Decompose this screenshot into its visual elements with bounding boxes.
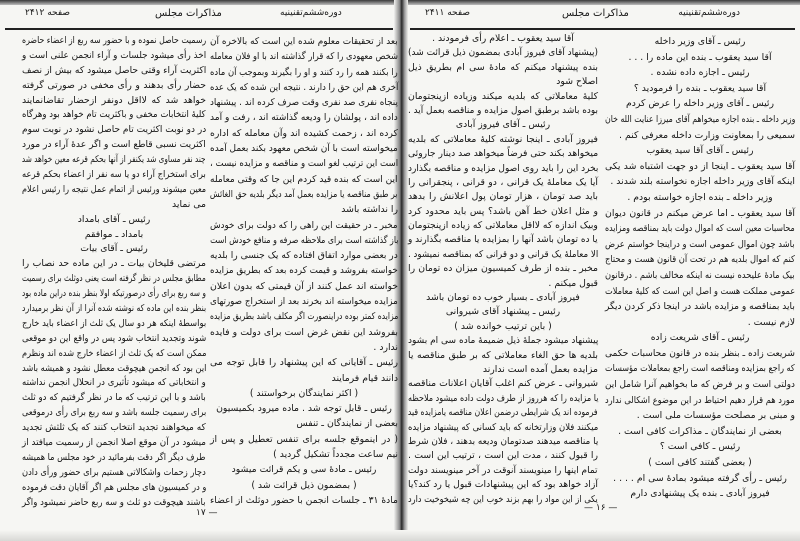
text-line bbox=[408, 233, 598, 247]
text-line-content: پنجاه نفری صد نفری وقت صرف کرده اند . پیشنهاد bbox=[210, 97, 398, 109]
text-line bbox=[210, 80, 398, 95]
text-line bbox=[605, 315, 795, 331]
text-line-content: این است که بنده قید کردم این جا که وقتی معامله bbox=[210, 173, 398, 185]
text-line bbox=[408, 291, 598, 305]
text-line bbox=[605, 190, 795, 206]
text-line-content: ممکن است که یک ثلث از اعضاء خارج شده اند ونظرم bbox=[21, 347, 206, 359]
text-line-content: اکثریت آراء وقتی حاصل میشود که بیش از نصف bbox=[21, 64, 206, 76]
text-line bbox=[605, 65, 795, 81]
text-line bbox=[210, 172, 398, 187]
text-line bbox=[408, 406, 598, 420]
text-line-content: مطابق مجلس در نظر گرفته است یعنی دوثلث برای رسمیت bbox=[22, 273, 206, 285]
text-line-content: نیم ساعت مجدداً تشکیل گردید ) bbox=[273, 449, 398, 461]
text-line bbox=[22, 123, 206, 138]
text-line bbox=[22, 376, 206, 391]
text-line-content: ( در اینموقع جلسه برای تنفس تعطیل و پس از bbox=[210, 433, 398, 445]
text-line bbox=[210, 110, 398, 125]
text-line bbox=[210, 325, 398, 340]
text-line-content: فیروز آبادی ـ بنده یک پیشنهادی دارم bbox=[630, 488, 770, 500]
text-line bbox=[210, 95, 398, 110]
text-line bbox=[210, 202, 398, 217]
text-line bbox=[22, 228, 206, 243]
text-line-content: بعد از تحقیقات معلوم شده این است که بالاخره آن bbox=[210, 36, 398, 47]
left-header-session: دوره‌ششم‌تقنینیه bbox=[280, 8, 342, 18]
text-line-content: (پیشنهاد آقای فیروز آبادی بمضمون ذیل قرائت شد) bbox=[408, 47, 598, 59]
text-line bbox=[408, 320, 598, 334]
text-line-content: بنظر بنده این ماده که نوشته شده آنرا از آن نظر برمیدارد bbox=[21, 303, 206, 315]
text-line-content: رئیس ـ آقای شریعت زاده bbox=[650, 332, 750, 344]
text-line bbox=[408, 61, 598, 75]
text-line-content: باشد چون اموال عمومی است و دراینجا خواستم عرض bbox=[605, 238, 795, 250]
text-line bbox=[605, 455, 795, 471]
text-line-content: که میخواهند تجدید انتخاب کنند که یک ثلثش تجدید bbox=[22, 422, 206, 434]
text-line-content: بعضی از نمایندگان ـ مذاکرات کافی است . bbox=[618, 425, 782, 437]
text-line-content: باشد و با این ترتیب که ما در نظر گرفتیم که دو ثلث bbox=[22, 392, 206, 404]
text-line bbox=[605, 330, 795, 346]
text-line-content: و مبنی بر مصلحت مؤسسات ملی است . bbox=[636, 410, 795, 422]
text-line-content: مخبر ـ در حقیقت این راهی را که دولت برای خودش bbox=[210, 219, 398, 231]
text-line-content: بواسطهٔ اینکه هر دو سال یک ثلث از اعضاء باید خارج bbox=[21, 317, 206, 329]
text-line-content: پیشنهاد میشود جملهٔ ذیل ضمیمهٔ ماده سی ام بشود bbox=[407, 335, 598, 347]
text-line bbox=[605, 206, 795, 222]
text-line-content: بنده پیشنهاد میکنم که مادهٔ سی ام بطریق ذیل bbox=[408, 61, 598, 73]
text-line-content: آزاد خواهد بود که این پیشنهادات قبول یا رد کند؟یا bbox=[408, 479, 598, 491]
text-line bbox=[22, 451, 206, 466]
text-line-content: یا مزایده را که هرروز از طرف دولت داده میشود ملاحظه bbox=[407, 392, 598, 404]
text-line bbox=[408, 248, 598, 262]
text-line-content: آقا سید یعقوب ـ اما عرض میکنم در قانون دیوان bbox=[605, 207, 795, 219]
text-line bbox=[22, 138, 206, 153]
text-line-content: رئیس ـ مادهٔ سی و یکم قرائت میشود bbox=[231, 464, 377, 476]
text-line-content: دچار زحمات واشکالاتی هستیم برای حضور ورأی دادن bbox=[22, 466, 206, 478]
text-line bbox=[22, 436, 206, 451]
text-line bbox=[22, 153, 206, 168]
text-line-content: باید صد تومان ، هزار تومان پول اعلانش را بدهد bbox=[408, 191, 598, 203]
text-line-content: اخذ رأی میشود جلسات و آراء انجمن علنی است و bbox=[21, 49, 206, 61]
text-line bbox=[210, 65, 398, 80]
text-line bbox=[22, 496, 206, 511]
text-line-content: بیک مادهٔ علیحده نیست نه اینکه مخالف باشم . درقانون bbox=[605, 269, 795, 281]
text-line bbox=[22, 272, 206, 287]
text-line bbox=[210, 493, 398, 508]
text-line-content: رئیس ـ آقای بامداد bbox=[77, 213, 151, 225]
text-line bbox=[408, 334, 598, 348]
right-header-session: دوره‌ششم‌تقنینیه bbox=[678, 8, 740, 18]
text-line bbox=[22, 168, 206, 183]
text-line bbox=[210, 141, 398, 156]
text-line-content: رئیس ـ رأی گرفته میشود بمادهٔ سی ام . . . . bbox=[613, 472, 787, 484]
text-line bbox=[408, 478, 598, 492]
left-header-page: صفحه ۲۴۱۲ bbox=[25, 8, 71, 18]
text-line bbox=[408, 449, 598, 463]
text-line bbox=[22, 391, 206, 406]
text-line bbox=[22, 332, 206, 347]
text-line-content: مزایده میخواسته اند بخرند بعد از استخراج صورتهای bbox=[210, 296, 398, 308]
text-line-content: الا معاملهٔ یک قرانی و دو قرانی که بمناقصه نمیشود . bbox=[407, 248, 598, 260]
text-line bbox=[22, 108, 206, 123]
right-page-right-column bbox=[605, 34, 795, 502]
text-line-content: مادهٔ ۳۱ ـ جلسات انجمن با حضور دوثلث از اعضاء bbox=[210, 494, 398, 506]
text-line-content: باید بمناقصه و مزایده باشد در اینجا ذکر کردن دیگر bbox=[605, 301, 795, 313]
text-line-content: مورد هم قرار دهیم احتیاط در این موضوع اشکالی ندارد bbox=[605, 394, 795, 406]
text-line-content: میشود در آن موقع اصلا انجمن از رسمیت میافتد از bbox=[22, 437, 206, 449]
text-line-content: و مثل اعلان خط آهن باشد؟ پس باید محدود کرد bbox=[408, 205, 598, 217]
text-line-content: طرف دیگر اگر دقت بفرمائید در خود مجلس ما همیشه bbox=[22, 451, 206, 463]
text-line-content: را بکنند همه را رد کنند و او را بگیرند وبموجب آن ماده bbox=[210, 66, 398, 78]
text-line bbox=[408, 493, 598, 507]
text-line bbox=[605, 50, 795, 66]
text-line bbox=[22, 257, 206, 272]
text-line bbox=[605, 424, 795, 440]
text-line-content: رئیس ـ قابل توجه شد . ماده میرود بکمیسیون bbox=[216, 403, 392, 415]
text-line-content: رئیس ـ آقای وزیر داخله bbox=[654, 36, 746, 47]
text-line bbox=[605, 471, 795, 487]
text-line bbox=[605, 159, 795, 175]
text-line-content: بر طبق مناقصه یا مزایده بعمل آمد دیگر بلدیه حق الغائش bbox=[210, 188, 398, 200]
text-line-content: و سه ربع برای رأی درصورتیکه اولا بنظر بنده دراین ماده بود bbox=[22, 288, 206, 300]
text-line-content: رئیس ـ کافی است ؟ bbox=[659, 441, 741, 453]
text-line-content: شریعت زاده ـ بنظر بنده در قانون محاسبات حکمی bbox=[605, 347, 795, 359]
text-line bbox=[605, 408, 795, 424]
text-line-content: یکی از این مواد را بهم بزند خوب این چه شیخوخیت دارد bbox=[408, 493, 598, 505]
text-line-content: دولتی است و بر فرض که ما بخواهیم آنرا شامل این bbox=[605, 379, 795, 391]
text-line-content: آیا یک معاملهٔ یک قرانی ، دو قرانی ، پنجقرانی را bbox=[408, 176, 598, 188]
text-line bbox=[408, 421, 598, 435]
text-line bbox=[408, 205, 598, 219]
text-line-content: بلدیه ها حق الغاء معاملاتی که بر طبق مناقصه یا bbox=[408, 349, 598, 361]
text-line bbox=[210, 248, 398, 263]
text-line-content: شخص معهودی را که قرار گذاشته اند با او فلان معامله bbox=[209, 51, 398, 63]
text-line bbox=[408, 305, 598, 319]
right-page-left-column bbox=[408, 32, 598, 507]
text-line bbox=[605, 252, 795, 268]
text-line bbox=[210, 294, 398, 309]
text-line-content: ( بمضمون ذیل قرائت شد ) bbox=[251, 479, 357, 491]
text-line bbox=[210, 355, 398, 370]
text-line bbox=[605, 439, 795, 455]
text-line bbox=[408, 349, 598, 363]
text-line-content: فیروز آبادی ـ اینجا نوشته کلیهٔ معاملاتی که بلدیه bbox=[408, 133, 598, 145]
left-page-left-column bbox=[22, 34, 206, 511]
text-line-content: مزایده کمتر بوده دراینصورت اگر مکلف باشد بطریق مزایده bbox=[209, 311, 398, 323]
text-line-content: فیروز آبادی ـ بسیار خوب ده تومان باشد bbox=[426, 292, 580, 304]
text-line bbox=[22, 481, 206, 496]
right-header-title: مذاکرات مجلس bbox=[562, 8, 629, 19]
text-line bbox=[210, 371, 398, 386]
text-line-content: که راجع بمزایده ومناقصه است راجع بمعاملات مؤسسات bbox=[605, 363, 795, 375]
text-line-content: و در کمیسیون های مجلس هم اگر آقایان دقت فرموده bbox=[21, 481, 206, 493]
text-line bbox=[22, 347, 206, 362]
text-line bbox=[605, 377, 795, 393]
text-line bbox=[210, 233, 398, 248]
text-line-content: آخری هم این حق را دارند . نتیجه این شده که یک عده bbox=[209, 81, 398, 93]
text-line bbox=[22, 64, 206, 79]
text-line-content: کنم که اموال بلدیه هم در تحت آن قانون هست و محتاج bbox=[605, 254, 795, 266]
text-line-content: رئیس ـ آقای آقا سید یعقوب bbox=[646, 145, 754, 157]
text-line bbox=[605, 81, 795, 97]
text-line bbox=[605, 112, 795, 128]
text-line bbox=[605, 221, 795, 237]
text-line-content: رئیس ـ اجازه داده نشده . bbox=[650, 67, 750, 79]
text-line bbox=[605, 34, 795, 50]
text-line bbox=[22, 198, 206, 213]
text-line bbox=[22, 242, 206, 257]
text-line-content: میخواهد بکند حتی فرضاً میخواهد صد دینار جاروئی bbox=[407, 148, 598, 160]
text-line-content: شوند وتجدید انتخاب شود پس در واقع این دو موقعی bbox=[21, 332, 206, 344]
text-line bbox=[605, 128, 795, 144]
text-line bbox=[22, 317, 206, 332]
text-line bbox=[22, 34, 206, 49]
text-line bbox=[22, 49, 206, 64]
text-line bbox=[22, 213, 206, 228]
text-line bbox=[22, 302, 206, 317]
text-line bbox=[22, 183, 206, 198]
left-page-number: ۱۷ — bbox=[196, 508, 218, 518]
text-line bbox=[605, 361, 795, 377]
left-header-title: مذاکرات مجلس bbox=[155, 8, 222, 19]
text-line bbox=[22, 287, 206, 302]
text-line-content: برای رسمیت جلسه باشد و سه ربع برای رأی درموقعی bbox=[21, 407, 206, 419]
text-line bbox=[605, 143, 795, 159]
text-line bbox=[408, 104, 598, 118]
text-line bbox=[605, 486, 795, 502]
text-line bbox=[22, 406, 206, 421]
text-line bbox=[210, 401, 398, 416]
text-line bbox=[408, 176, 598, 190]
text-line-content: شیروانی ـ عرض کنم اغلب آقایان اعلانات مناقصه bbox=[408, 378, 598, 390]
text-line-content: فرموده اند یک شرایطی درضمن اعلان مناقصه یامزایده قید bbox=[408, 407, 598, 419]
text-line bbox=[210, 386, 398, 401]
text-line bbox=[408, 262, 598, 276]
text-line-content: وزیر داخله ـ بنده اجازه خواسته بودم . bbox=[627, 191, 773, 203]
text-line-content: می نماید bbox=[172, 198, 206, 210]
text-line-content: یا ده تومان باشد آنها را بمزایده یا مناقصه بگذارند و bbox=[408, 234, 598, 246]
text-line bbox=[605, 174, 795, 190]
text-line-content: سمیعی را بمعاونت وزارت داخله معرفی کنم . bbox=[619, 129, 795, 141]
text-line-content: رئیس ـ آقایانی که این پیشنهاد را قابل توجه می bbox=[210, 357, 398, 369]
text-line bbox=[408, 277, 598, 291]
text-line-content: میکنند فلان وزارتخانه که باید کسانی که پیشنهاد مزایده bbox=[407, 421, 598, 433]
text-line-content: برای استخراج آراء دو یا سه نفر از اعضاء بحکم قرعه bbox=[22, 169, 206, 181]
text-line-content: آقا سید یعقوب ـ بنده این ماده را . . . bbox=[628, 51, 772, 63]
text-line bbox=[210, 432, 398, 447]
text-line-content: قبول میکنم . bbox=[548, 277, 598, 289]
text-line-content: محاسبات معین است که اموال دولت باید بمناقصه ومزایده bbox=[605, 223, 795, 235]
text-line bbox=[210, 49, 398, 64]
text-line bbox=[408, 46, 598, 60]
text-line-content: چند نفر مساوی شد یکنفر از آنها بحکم قرعه معین خواهد شد bbox=[22, 154, 206, 166]
text-line bbox=[210, 279, 398, 294]
text-line-content: ( بعضی گفتند کافی است ) bbox=[648, 457, 752, 469]
text-line-content: یا مناقصه میدهند صدتومان ودیعه بدهند ، فلان شرط bbox=[407, 435, 598, 447]
text-line bbox=[408, 377, 598, 391]
text-line-content: مخبر ـ بنده از طرف کمیسیون میزان ده تومان را bbox=[408, 263, 598, 275]
text-line-content: رئیس ـ پیشنهاد آقای شیروانی bbox=[445, 306, 561, 318]
text-line-content: کلیهٔ انتخابات مخفی و باکثریت تام خواهد بود وهرگاه bbox=[22, 109, 206, 121]
text-line-content: بعضی از نمایندگان ـ تنفس bbox=[296, 418, 398, 430]
text-line-content: آقا سید یعقوب ـ بنده را فرمودید ؟ bbox=[633, 82, 767, 94]
text-line bbox=[22, 94, 206, 109]
text-line-content: باز گذاشته است برای ملاحظه صرفه و منافع خودش است bbox=[209, 234, 398, 246]
text-line bbox=[210, 263, 398, 278]
text-line-content: رئیس ـ آقای فیروز آبادی bbox=[455, 119, 551, 131]
text-line-content: را قبول کنند ، مدت این است ، ترتیب این است . bbox=[408, 450, 598, 462]
text-line-content: ( باین ترتیب خوانده شد ) bbox=[454, 320, 552, 332]
text-line-content: بوده باشد برطبق اصول مزایده و مناقصه بعمل آید . bbox=[408, 104, 598, 116]
text-line-content: این بود که انجمن هیچوقت معطل نشود و همیشه باشد bbox=[21, 362, 206, 374]
text-line-content: رسمیت حاصل نموده و با حضور سه ربع از اعضاء حاضره bbox=[21, 35, 206, 46]
text-line-content: ( اکثر نمایندگان برخواستند ) bbox=[249, 387, 359, 399]
text-line bbox=[210, 126, 398, 141]
text-line bbox=[210, 156, 398, 171]
text-line-content: آقا سید یعقوب ـ اعلام رأی فرمودند . bbox=[432, 33, 574, 44]
text-line-content: آقا سید یعقوب ـ اینجا از دو جهت اشتباه شد یکی bbox=[605, 160, 795, 172]
text-line-content: وبیک اندازه که لااقل معاملاتی که زیاده ازپنجتومان bbox=[408, 220, 598, 232]
text-line-content: مزایده بعمل آمده است ندارند bbox=[482, 363, 598, 375]
text-line-content: در دو نوبت اکثریت تام حاصل نشود در نوبت سوم bbox=[21, 124, 206, 136]
text-line bbox=[605, 237, 795, 253]
text-line-content: عمومی مملکت هست و اصل این است که کلیهٔ معاملات bbox=[604, 285, 795, 297]
text-line-content: ندارد . bbox=[373, 341, 398, 353]
left-page-right-column bbox=[210, 34, 398, 508]
text-line bbox=[22, 466, 206, 481]
text-line bbox=[605, 96, 795, 112]
text-line bbox=[210, 462, 398, 477]
text-line bbox=[22, 421, 206, 436]
text-line-content: خواهد شد که لااقل دونفر ازحضار تقاضانمایند bbox=[22, 94, 206, 106]
text-line bbox=[210, 340, 398, 355]
right-header-rule bbox=[410, 28, 795, 30]
right-page-number: — ۱۶ — bbox=[584, 503, 618, 513]
text-line-content: رئیس ـ آقای وزیر داخله را عرض کردم bbox=[626, 98, 774, 110]
text-line bbox=[210, 218, 398, 233]
text-line-content: بفروشد این نقض غرض است برای دولت و فایده bbox=[210, 326, 398, 338]
text-line-content: را نداشته باشد bbox=[341, 204, 398, 216]
text-line-content: است این ترتیب لغو است و مناقصه و مزایده نیست ، bbox=[209, 158, 398, 170]
text-line bbox=[408, 32, 598, 46]
text-line-content: کلیهٔ معاملاتی که بلدیه میکند وزیاده ازپنجتومان bbox=[408, 90, 598, 102]
text-line bbox=[210, 416, 398, 431]
text-line bbox=[408, 363, 598, 377]
text-line bbox=[22, 362, 206, 377]
text-line bbox=[605, 299, 795, 315]
text-line bbox=[408, 118, 598, 132]
text-line-content: بخرد این را باید روی اصول مزایده و مناقصه بگذارد bbox=[407, 162, 598, 174]
text-line-content: میخواسته است با آن شخص معهود بکند بعمل آمده bbox=[210, 143, 398, 155]
text-line bbox=[605, 284, 795, 300]
text-line-content: وزیر داخله ـ بنده اجازه میخواهم آقای میرزا عنایت الله خان bbox=[604, 113, 795, 125]
text-line-content: رئیس ـ آقای بیات bbox=[80, 243, 148, 255]
text-line bbox=[408, 75, 598, 89]
left-header-rule bbox=[5, 28, 393, 30]
text-line-content: کرده اند ، زحمت کشیده اند وآن معامله که اداره bbox=[210, 127, 398, 139]
text-line-content: داده اند ، پولشان را ودیعه گذاشته اند ، رفت و آمد bbox=[210, 112, 398, 124]
text-line bbox=[22, 79, 206, 94]
text-line-content: مرتضی قلیخان بیات ـ در این ماده حد نصاب را bbox=[22, 258, 206, 270]
text-line bbox=[210, 187, 398, 202]
text-line bbox=[408, 162, 598, 176]
scan-bottom-edge bbox=[0, 530, 800, 541]
text-line-content: در بعضی موارد اتفاق افتاده که یک جنسی را بلدیه bbox=[210, 250, 398, 262]
text-line bbox=[210, 447, 398, 462]
text-line bbox=[408, 219, 598, 233]
text-line bbox=[605, 393, 795, 409]
text-line-content: لازم نیست . bbox=[747, 316, 795, 328]
text-line-content: معین میشوند ورئیس از اتمام عمل نتیجه را رئیس اعلام bbox=[21, 183, 206, 195]
text-line bbox=[408, 90, 598, 104]
text-line bbox=[408, 190, 598, 204]
text-line bbox=[210, 478, 398, 493]
text-line-content: اینکه آقای وزیر داخله اجازه نخواسته بلند شدند . bbox=[610, 176, 795, 188]
text-line bbox=[408, 435, 598, 449]
text-line-content: خواسته بفروشد و قیمت کرده بعد که بطریق مزایده bbox=[210, 265, 398, 277]
text-line-content: تمام اینها را مینویسند آنوقت در آخر مینویسند دولت bbox=[408, 464, 598, 476]
text-line bbox=[408, 133, 598, 147]
text-line-content: خواسته اند عمل کنند از آن قیمتی که بدون اعلان bbox=[210, 280, 398, 292]
text-line-content: باشند هیچوقت دو ثلث و سه ربع حاضر نمیشود واگر bbox=[22, 496, 206, 508]
text-line bbox=[605, 268, 795, 284]
text-line-content: دانند قیام فرمایند bbox=[331, 372, 398, 384]
right-header-page: صفحه ۲۴۱۱ bbox=[425, 8, 471, 18]
text-line bbox=[210, 34, 398, 49]
text-line bbox=[605, 346, 795, 362]
text-line bbox=[408, 147, 598, 161]
text-line bbox=[408, 392, 598, 406]
text-line-content: و انتخاباتی که میشود تأثیری در انحلال انجمن نداشته bbox=[22, 377, 206, 389]
text-line-content: اکثریت نسبی قاطع است و اگر عدهٔ آراء در مورد bbox=[22, 139, 206, 151]
text-line-content: اصلاح شود bbox=[556, 76, 598, 88]
text-line bbox=[408, 464, 598, 478]
text-line bbox=[210, 309, 398, 324]
text-line-content: بامداد ـ موافقم bbox=[84, 228, 144, 240]
text-line-content: حضار رأی بدهند و رأی مخفی در صورتی گرفته bbox=[22, 79, 206, 91]
